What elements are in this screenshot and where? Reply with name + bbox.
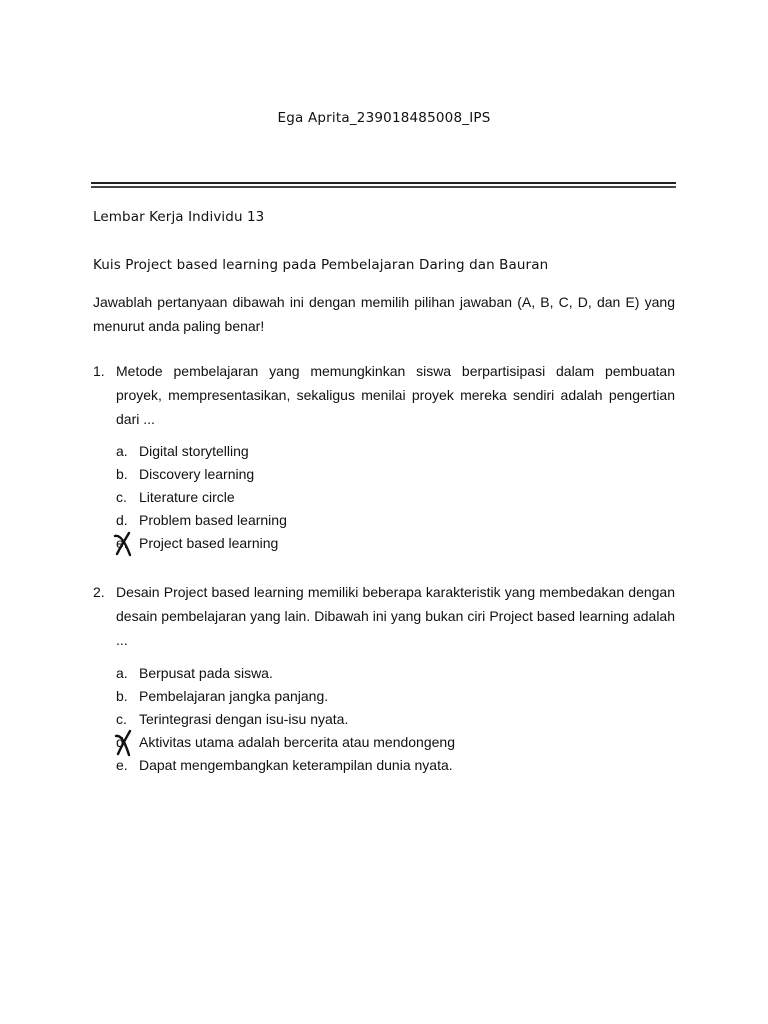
option-text: Aktivitas utama adalah bercerita atau mendongeng <box>139 734 455 750</box>
answer-option[interactable] <box>116 486 676 509</box>
question-number: 1. <box>93 363 105 379</box>
answer-option[interactable] <box>116 463 676 486</box>
option-letter: d. <box>116 512 128 528</box>
option-letter: d. <box>116 734 128 750</box>
answer-option[interactable] <box>116 662 676 685</box>
answer-option-selected[interactable] <box>116 532 676 555</box>
option-text: Discovery learning <box>139 466 255 482</box>
option-text: Literature circle <box>139 489 235 505</box>
divider-line-bottom <box>91 186 676 188</box>
question-number: 2. <box>93 584 105 600</box>
answer-option-selected[interactable] <box>116 731 676 754</box>
option-text: Dapat mengembangkan keterampilan dunia nyata. <box>139 757 453 773</box>
option-letter: b. <box>116 466 128 482</box>
option-letter: c. <box>116 489 127 505</box>
option-letter: c. <box>116 711 127 727</box>
header-divider <box>91 182 676 188</box>
option-text: Terintegrasi dengan isu-isu nyata. <box>139 711 349 727</box>
answer-option[interactable] <box>116 440 676 463</box>
option-letter: a. <box>116 443 128 459</box>
question-text: Metode pembelajaran yang memungkinkan siswa berpartisipasi dalam pembuatan proyek, mempresentasikan, sekaligus menilai proyek mereka sendiri adalah pengertian dari ... <box>116 363 675 427</box>
answer-option[interactable] <box>116 509 676 532</box>
option-text: Problem based learning <box>139 512 287 528</box>
question-1-options <box>116 440 676 555</box>
quiz-title: Kuis Project based learning pada Pembelajaran Daring dan Bauran <box>93 257 549 273</box>
divider-line-top <box>91 182 676 184</box>
option-letter: e. <box>116 535 128 551</box>
question-2 <box>93 580 675 652</box>
answer-option[interactable] <box>116 754 676 777</box>
question-2-options <box>116 662 676 777</box>
question-text: Desain Project based learning memiliki beberapa karakteristik yang membedakan dengan desain pembelajaran yang lain. Dibawah ini yang bukan ciri Project based learning adalah ... <box>116 584 675 648</box>
cross-mark-icon <box>112 729 136 757</box>
option-letter: b. <box>116 688 128 704</box>
question-1 <box>93 359 675 431</box>
worksheet-title: Lembar Kerja Individu 13 <box>93 209 265 225</box>
answer-option[interactable] <box>116 685 676 708</box>
option-letter: e. <box>116 757 128 773</box>
option-letter: a. <box>116 665 128 681</box>
cross-mark-icon <box>112 530 136 558</box>
option-text: Pembelajaran jangka panjang. <box>139 688 329 704</box>
answer-option[interactable] <box>116 708 676 731</box>
option-text: Project based learning <box>139 535 279 551</box>
option-text: Digital storytelling <box>139 443 249 459</box>
student-name-header: Ega Aprita_239018485008_IPS <box>277 110 491 126</box>
instruction-text: Jawablah pertanyaan dibawah ini dengan memilih pilihan jawaban (A, B, C, D, dan E) yang menurut anda paling benar! <box>93 294 675 334</box>
option-text: Berpusat pada siswa. <box>139 665 273 681</box>
